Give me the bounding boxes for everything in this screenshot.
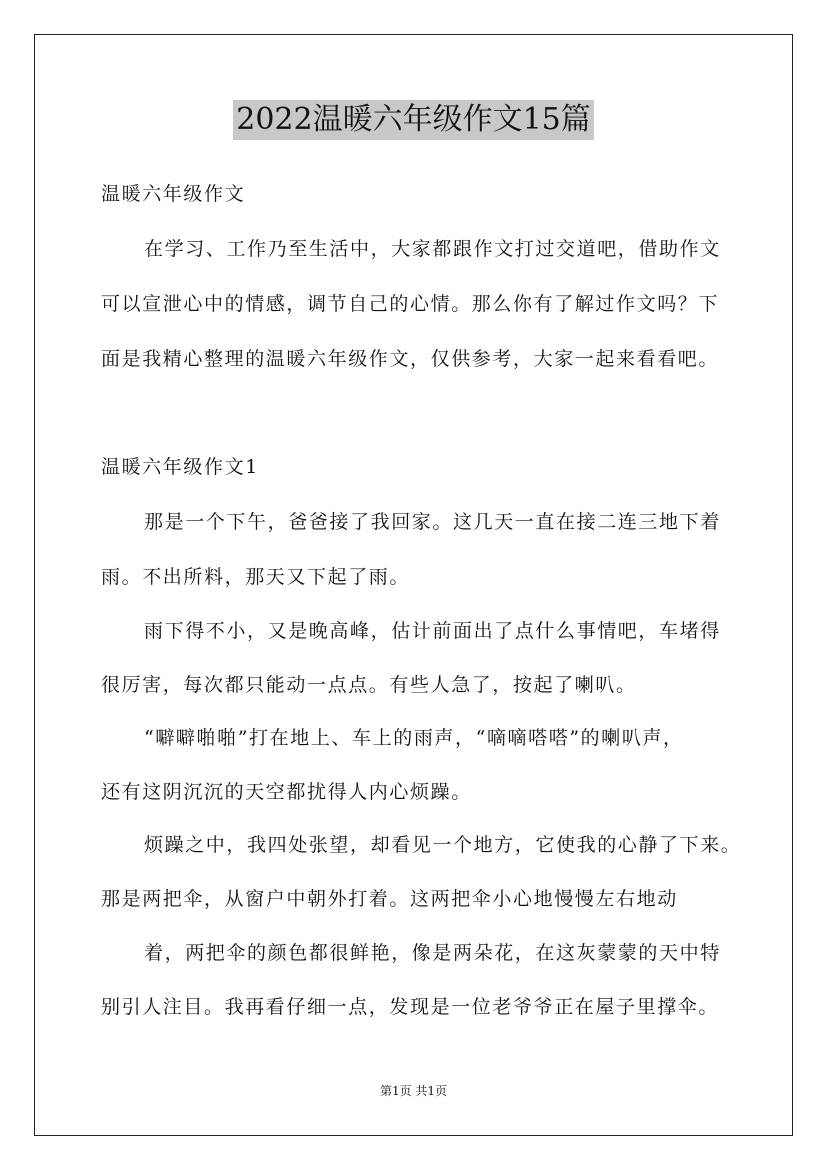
paragraph-line: 雨下得不小，又是晚高峰，估计前面出了点什么事情吧，车堵得 xyxy=(144,620,721,642)
section-heading: 温暖六年级作文 xyxy=(101,183,246,205)
page-footer: 第1页 共1页 xyxy=(379,1084,448,1098)
paragraph-line: 可以宣泄心中的情感，调节自己的心情。那么你有了解过作文吗？下 xyxy=(101,293,720,315)
paragraph-line: 雨。不出所料，那天又下起了雨。 xyxy=(101,566,411,588)
paragraph-line: 那是一个下午，爸爸接了我回家。这几天一直在接二连三地下着 xyxy=(144,511,721,533)
paragraph-line: 在学习、工作乃至生活中，大家都跟作文打过交道吧，借助作文 xyxy=(144,238,721,260)
paragraph-line: 那是两把伞，从窗户中朝外打着。这两把伞小心地慢慢左右地动 xyxy=(101,888,678,910)
title-container xyxy=(0,100,827,140)
paragraph-line: “噼噼啪啪”打在地上、车上的雨声，“嘀嘀嗒嗒”的喇叭声， xyxy=(144,727,684,749)
paragraph-line: 很厉害，每次都只能动一点点。有些人急了，按起了喇叭。 xyxy=(101,674,637,696)
paragraph-line: 着，两把伞的颜色都很鲜艳，像是两朵花，在这灰蒙蒙的天中特 xyxy=(144,942,721,964)
paragraph-line: 还有这阴沉沉的天空都扰得人内心烦躁。 xyxy=(101,781,472,803)
paragraph-line: 别引人注目。我再看仔细一点，发现是一位老爷爷正在屋子里撑伞。 xyxy=(101,996,720,1018)
paragraph-line: 烦躁之中，我四处张望，却看见一个地方，它使我的心静了下来。 xyxy=(144,834,742,856)
section-heading: 温暖六年级作文1 xyxy=(101,456,259,478)
document-title: 2022温暖六年级作文15篇 xyxy=(233,100,594,140)
paragraph-line: 面是我精心整理的温暖六年级作文，仅供参考，大家一起来看看吧。 xyxy=(101,348,720,370)
